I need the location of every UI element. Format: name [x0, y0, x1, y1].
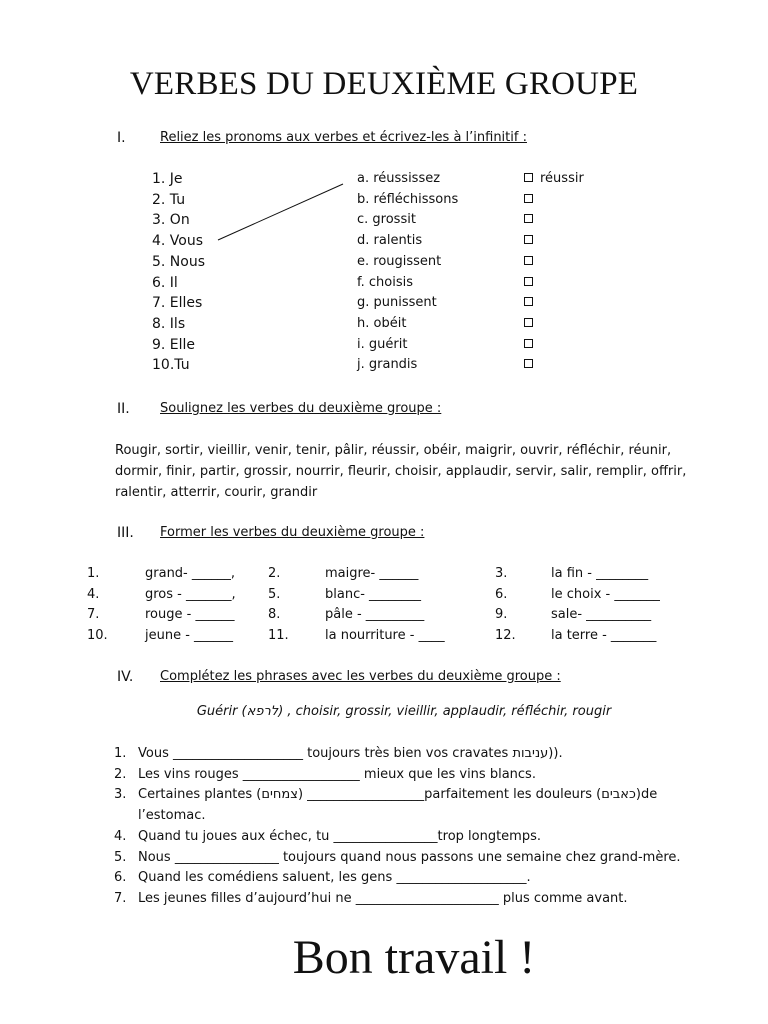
item-number-text: 4. [87, 586, 100, 602]
pronoun-item-text: 8. Ils [152, 315, 186, 332]
formation-item-text: gros - _______, [145, 586, 236, 602]
sentence-number-text: 5. [114, 849, 127, 865]
sentence-text [138, 808, 205, 823]
sentence-number-text: 2. [114, 766, 127, 782]
sentence-text-text: Les jeunes filles d’aujourd’hui ne ______________________ plus comme avant. [138, 890, 628, 906]
verb-item-text: h. obéit [357, 315, 407, 331]
pronoun-item-text: 1. Je [152, 171, 183, 187]
sentence-number [114, 767, 126, 782]
sentence-text-text: Vous ____________________ toujours très bien vos cravates עניבות)). [138, 746, 563, 761]
section-1-heading: Reliez les pronoms aux verbes et écrivez-les à l’infinitif : [160, 130, 527, 145]
item-number-text: 1. [87, 566, 100, 581]
formation-item-text: jeune - ______ [145, 627, 234, 643]
formation-item [325, 628, 445, 643]
section-4-number: IV. [117, 669, 134, 685]
closing-message: Bon travail ! [292, 931, 536, 984]
formation-item [551, 566, 648, 581]
item-number [495, 628, 516, 643]
sentence-text [138, 767, 536, 782]
pronoun-item-text: 6. Il [152, 274, 178, 291]
formation-item [325, 587, 421, 602]
formation-item-text: la nourriture - ____ [325, 627, 445, 643]
sentence-number-text: 7. [114, 890, 127, 906]
verb-item-text: f. choisis [357, 274, 414, 290]
word-bank: Guérir (לרפא) , choisir, grossir, vieillir, applaudir, réfléchir, rougir [196, 704, 612, 719]
sentence-text [138, 850, 681, 865]
pronoun-item-text: 7. Elles [152, 295, 203, 312]
sentence-text-text: Quand tu joues aux échec, tu ________________trop longtemps. [138, 828, 541, 844]
verb-item-text: e. rougissent [357, 253, 442, 269]
sentence-number-text: 1. [114, 746, 127, 761]
sentence-number-text: 3. [114, 787, 127, 803]
item-number-text: 6. [495, 586, 508, 602]
section-4-heading: Complétez les phrases avec les verbes du deuxième groupe : [160, 669, 561, 684]
item-number-text: 12. [495, 627, 516, 643]
sentence-text [138, 746, 563, 761]
formation-item [145, 587, 236, 602]
sentence-text [138, 870, 531, 885]
formation-item-text: sale- __________ [551, 607, 652, 622]
item-number-text: 5. [268, 586, 281, 602]
item-number-text: 8. [268, 607, 281, 622]
sentence-number-text: 4. [114, 828, 127, 844]
item-number [87, 607, 99, 622]
sentence-text-text: Nous ________________ toujours quand nous passons une semaine chez grand-mère. [138, 849, 681, 865]
formation-item-text: rouge - ______ [145, 607, 235, 622]
section-2-heading: Soulignez les verbes du deuxième groupe : [160, 401, 442, 416]
sentence-text-text: l’estomac. [138, 808, 206, 824]
pronoun-item-text: 10.Tu [152, 357, 190, 374]
pronoun-item-text: 9. Elle [152, 336, 196, 353]
sentence-number [114, 870, 126, 885]
formation-item [145, 628, 233, 643]
pronoun-item-text: 2. Tu [152, 191, 186, 208]
formation-item-text: maigre- ______ [325, 566, 419, 581]
item-number [268, 587, 280, 602]
section-1-number: I. [117, 130, 126, 146]
verb-item-text: j. grandis [357, 357, 418, 373]
item-number [87, 587, 99, 602]
pronoun-item-text: 3. On [152, 212, 190, 229]
section-2-number: II. [117, 401, 130, 417]
pronoun-item-text: 4. Vous [152, 233, 204, 250]
sentence-number [114, 850, 126, 865]
formation-item [551, 607, 651, 622]
formation-item [325, 566, 418, 581]
sentence-number [114, 787, 126, 802]
sentence-text [138, 787, 657, 802]
sentence-number [114, 891, 126, 906]
verb-item-text: a. réussissez [357, 171, 441, 186]
verb-item-text: c. grossit [357, 212, 416, 228]
sentence-number [114, 829, 126, 844]
section-3-heading: Former les verbes du deuxième groupe : [160, 525, 425, 540]
item-number-text: 9. [495, 607, 508, 622]
sentence-text [138, 891, 628, 906]
item-number-text: 7. [87, 607, 100, 622]
sentence-number [114, 746, 126, 761]
formation-item [551, 587, 660, 602]
verb-list-paragraph: Rougir, sortir, vieillir, venir, tenir, pâlir, réussir, obéir, maigrir, ouvrir, réfléchir, réunir, dormir, finir, partir, grossir, nourrir, fleurir, choisir, applaudir, servir, salir, remplir, offrir, ralentir, atterrir, courir, grandir [115, 443, 687, 500]
formation-item [145, 566, 235, 581]
item-number-text: 10. [87, 627, 108, 643]
formation-item-text: le choix - _______ [551, 586, 660, 602]
item-number [495, 566, 507, 581]
pronoun-item-text: 5. Nous [152, 253, 206, 270]
formation-item [145, 607, 234, 622]
item-number-text: 11. [268, 627, 289, 643]
sentence-text-text: Quand les comédiens saluent, les gens ____________________. [138, 870, 531, 886]
section-3-number: III. [117, 525, 134, 541]
formation-item-text: la terre - _______ [551, 627, 657, 643]
formation-item-text: pâle - _________ [325, 607, 425, 622]
verb-item-text: b. réfléchissons [357, 191, 459, 207]
verb-item-text: d. ralentis [357, 233, 423, 249]
formation-item-text: grand- ______, [145, 566, 236, 581]
item-number [495, 587, 507, 602]
sentence-text-text: Certaines plantes (צמחים) __________________parfaitement les douleurs (כאבים)de [138, 787, 658, 803]
verb-item-text: g. punissent [357, 295, 437, 311]
item-number-text: 2. [268, 566, 281, 581]
verb-item-text: i. guérit [357, 336, 408, 352]
item-number-text: 3. [495, 566, 508, 581]
infinitive-answer-text: réussir [540, 171, 584, 186]
sentence-number-text: 6. [114, 870, 127, 886]
sentence-text-text: Les vins rouges __________________ mieux que les vins blancs. [138, 766, 536, 782]
item-number [495, 607, 507, 622]
sentence-text [138, 829, 541, 844]
page-title: VERBES DU DEUXIÈME GROUPE [129, 66, 639, 102]
item-number [268, 607, 280, 622]
item-number [268, 566, 280, 581]
formation-item-text: la fin - ________ [551, 566, 649, 581]
formation-item-text: blanc- ________ [325, 586, 422, 602]
item-number [87, 566, 99, 581]
item-number [87, 628, 108, 643]
formation-item [551, 628, 656, 643]
item-number [268, 628, 289, 643]
formation-item [325, 607, 424, 622]
